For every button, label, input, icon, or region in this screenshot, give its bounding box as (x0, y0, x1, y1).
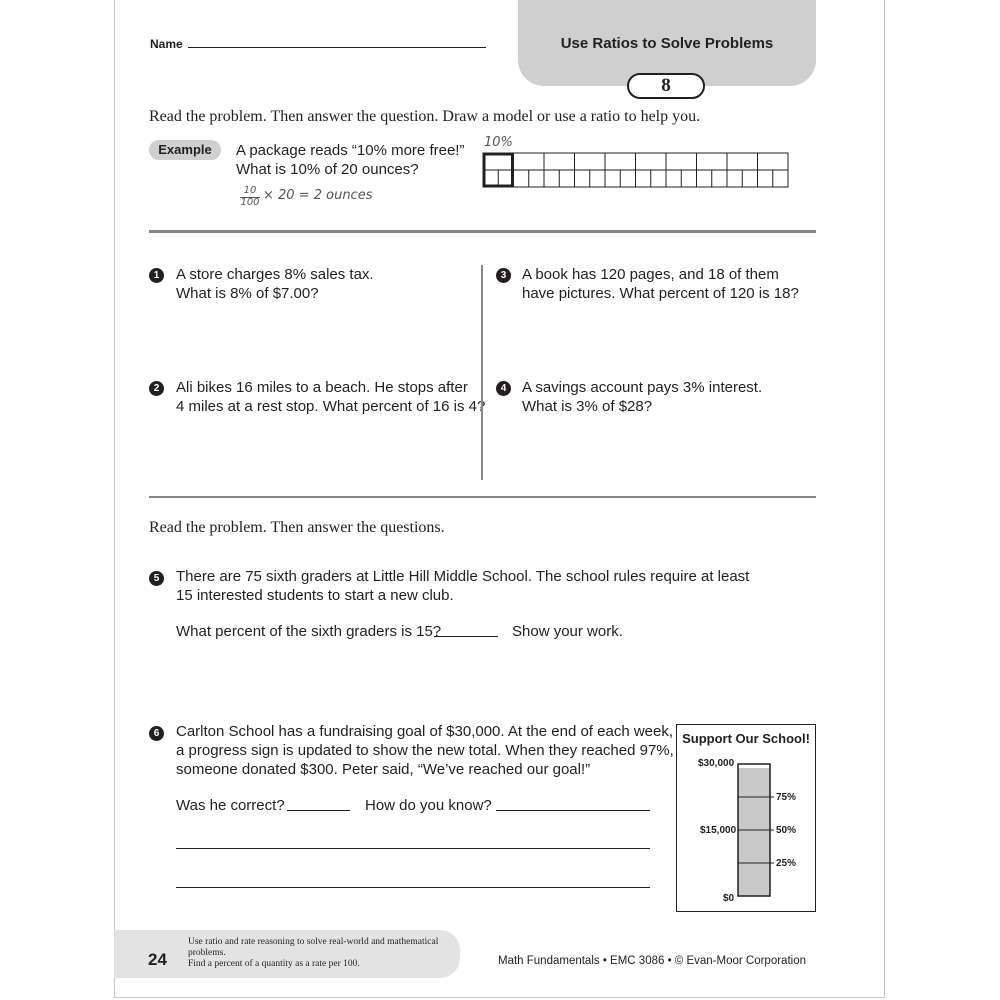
question-3-line-1: A book has 120 pages, and 18 of them (522, 266, 779, 283)
question-6-line-1: Carlton School has a fundraising goal of $30,000. At the end of each week, (176, 723, 674, 740)
question-number-1: 1 (149, 268, 164, 283)
lesson-number-badge: 8 (627, 73, 705, 99)
question-6-how-blank[interactable] (496, 810, 650, 811)
example-fraction (240, 186, 260, 208)
grid-column-box (697, 153, 728, 187)
grid-cell (727, 153, 758, 170)
example-work: × 20 = 2 ounces (263, 188, 373, 203)
standard-1: Use ratio and rate reasoning to solve real-world and mathematical problems. (188, 937, 439, 958)
question-6-line-2: a progress sign is updated to show the new total. When they reached 97%, (176, 742, 674, 759)
grid-cell (575, 153, 606, 170)
question-6-correct-prompt: Was he correct? (176, 797, 285, 814)
question-6-line-3: someone donated $300. Peter said, “We’ve reached our goal!” (176, 761, 591, 778)
section-divider-1 (149, 230, 816, 233)
question-5-prompt: What percent of the sixth graders is 15? (176, 623, 442, 640)
footer-credit: Math Fundamentals • EMC 3086 • © Evan-Moor Corporation (498, 955, 806, 967)
grid-cell (666, 153, 697, 170)
progress-thermometer (736, 762, 776, 898)
grid-cell (514, 153, 545, 170)
grid-cell (483, 153, 514, 170)
question-6-correct-blank[interactable] (287, 810, 350, 811)
page-title: Use Ratios to Solve Problems (560, 35, 774, 52)
question-1-line-2: What is 8% of $7.00? (176, 285, 319, 302)
grid-cell (636, 153, 667, 170)
example-badge: Example (149, 140, 221, 160)
question-2-text (176, 378, 485, 416)
question-5-line-2: 15 interested students to start a new club. (176, 587, 454, 604)
example-line-2: What is 10% of 20 ounces? (236, 161, 419, 178)
grid-cell (544, 153, 575, 170)
question-6-how-prompt: How do you know? (365, 797, 492, 814)
question-5-text (176, 567, 749, 605)
question-number-6: 6 (149, 726, 164, 741)
grid-column-box (666, 153, 697, 187)
footer-standards (188, 937, 458, 970)
sign-label-50-percent: 50% (776, 825, 797, 836)
question-number-4: 4 (496, 381, 511, 396)
sign-label-15000: $15,000 (700, 825, 737, 836)
grid-column-box (727, 153, 758, 187)
question-6-text (176, 722, 674, 779)
question-6-answer-line-1[interactable] (176, 848, 650, 849)
grid-label: 10% (484, 135, 513, 150)
fraction-denominator: 100 (240, 197, 260, 208)
sign-label-0: $0 (723, 893, 735, 904)
grid-cell (697, 153, 728, 170)
instructions-top: Read the problem. Then answer the question. Draw a model or use a ratio to help you. (149, 108, 701, 125)
name-field[interactable] (188, 47, 486, 48)
grid-column-box (544, 153, 575, 187)
question-1-text (176, 265, 374, 303)
question-4-line-1: A savings account pays 3% interest. (522, 379, 763, 396)
section-divider-2 (149, 496, 816, 498)
grid-column-box (483, 153, 514, 187)
example-line-1: A package reads “10% more free!” (236, 142, 465, 159)
question-number-5: 5 (149, 571, 164, 586)
sign-label-25-percent: 25% (776, 858, 797, 869)
grid-cell (605, 153, 636, 170)
question-4-line-2: What is 3% of $28? (522, 398, 653, 415)
sign-label-30000: $30,000 (698, 758, 735, 769)
question-1-line-1: A store charges 8% sales tax. (176, 266, 374, 283)
question-3-line-2: have pictures. What percent of 120 is 18? (522, 285, 799, 302)
instructions-bottom: Read the problem. Then answer the questions. (149, 519, 445, 536)
question-5-answer-blank[interactable] (434, 636, 498, 637)
progress-fill (738, 768, 770, 896)
question-3-text (522, 265, 799, 303)
grid-column-box (514, 153, 545, 187)
name-label: Name (150, 37, 183, 51)
question-2-line-1: Ali bikes 16 miles to a beach. He stops after (176, 379, 468, 396)
percent-grid-model (482, 152, 792, 188)
sign-label-75-percent: 75% (776, 792, 797, 803)
grid-column-box (575, 153, 606, 187)
grid-column-box (758, 153, 789, 187)
question-2-line-2: 4 miles at a rest stop. What percent of 16 is 4? (176, 398, 486, 415)
show-work-label: Show your work. (512, 623, 623, 640)
column-divider (481, 265, 483, 480)
page-number: 24 (148, 950, 167, 969)
question-number-3: 3 (496, 268, 511, 283)
grid-cell (758, 153, 789, 170)
grid-column-box (636, 153, 667, 187)
question-6-answer-line-2[interactable] (176, 887, 650, 888)
sign-title: Support Our School! (682, 731, 810, 746)
fraction-numerator: 10 (240, 186, 260, 198)
standard-2: Find a percent of a quantity as a rate per 100. (188, 959, 360, 969)
question-number-2: 2 (149, 381, 164, 396)
example-text (236, 141, 464, 179)
grid-column-box (605, 153, 636, 187)
question-5-line-1: There are 75 sixth graders at Little Hill Middle School. The school rules require at least (176, 568, 750, 585)
question-4-text (522, 378, 762, 416)
